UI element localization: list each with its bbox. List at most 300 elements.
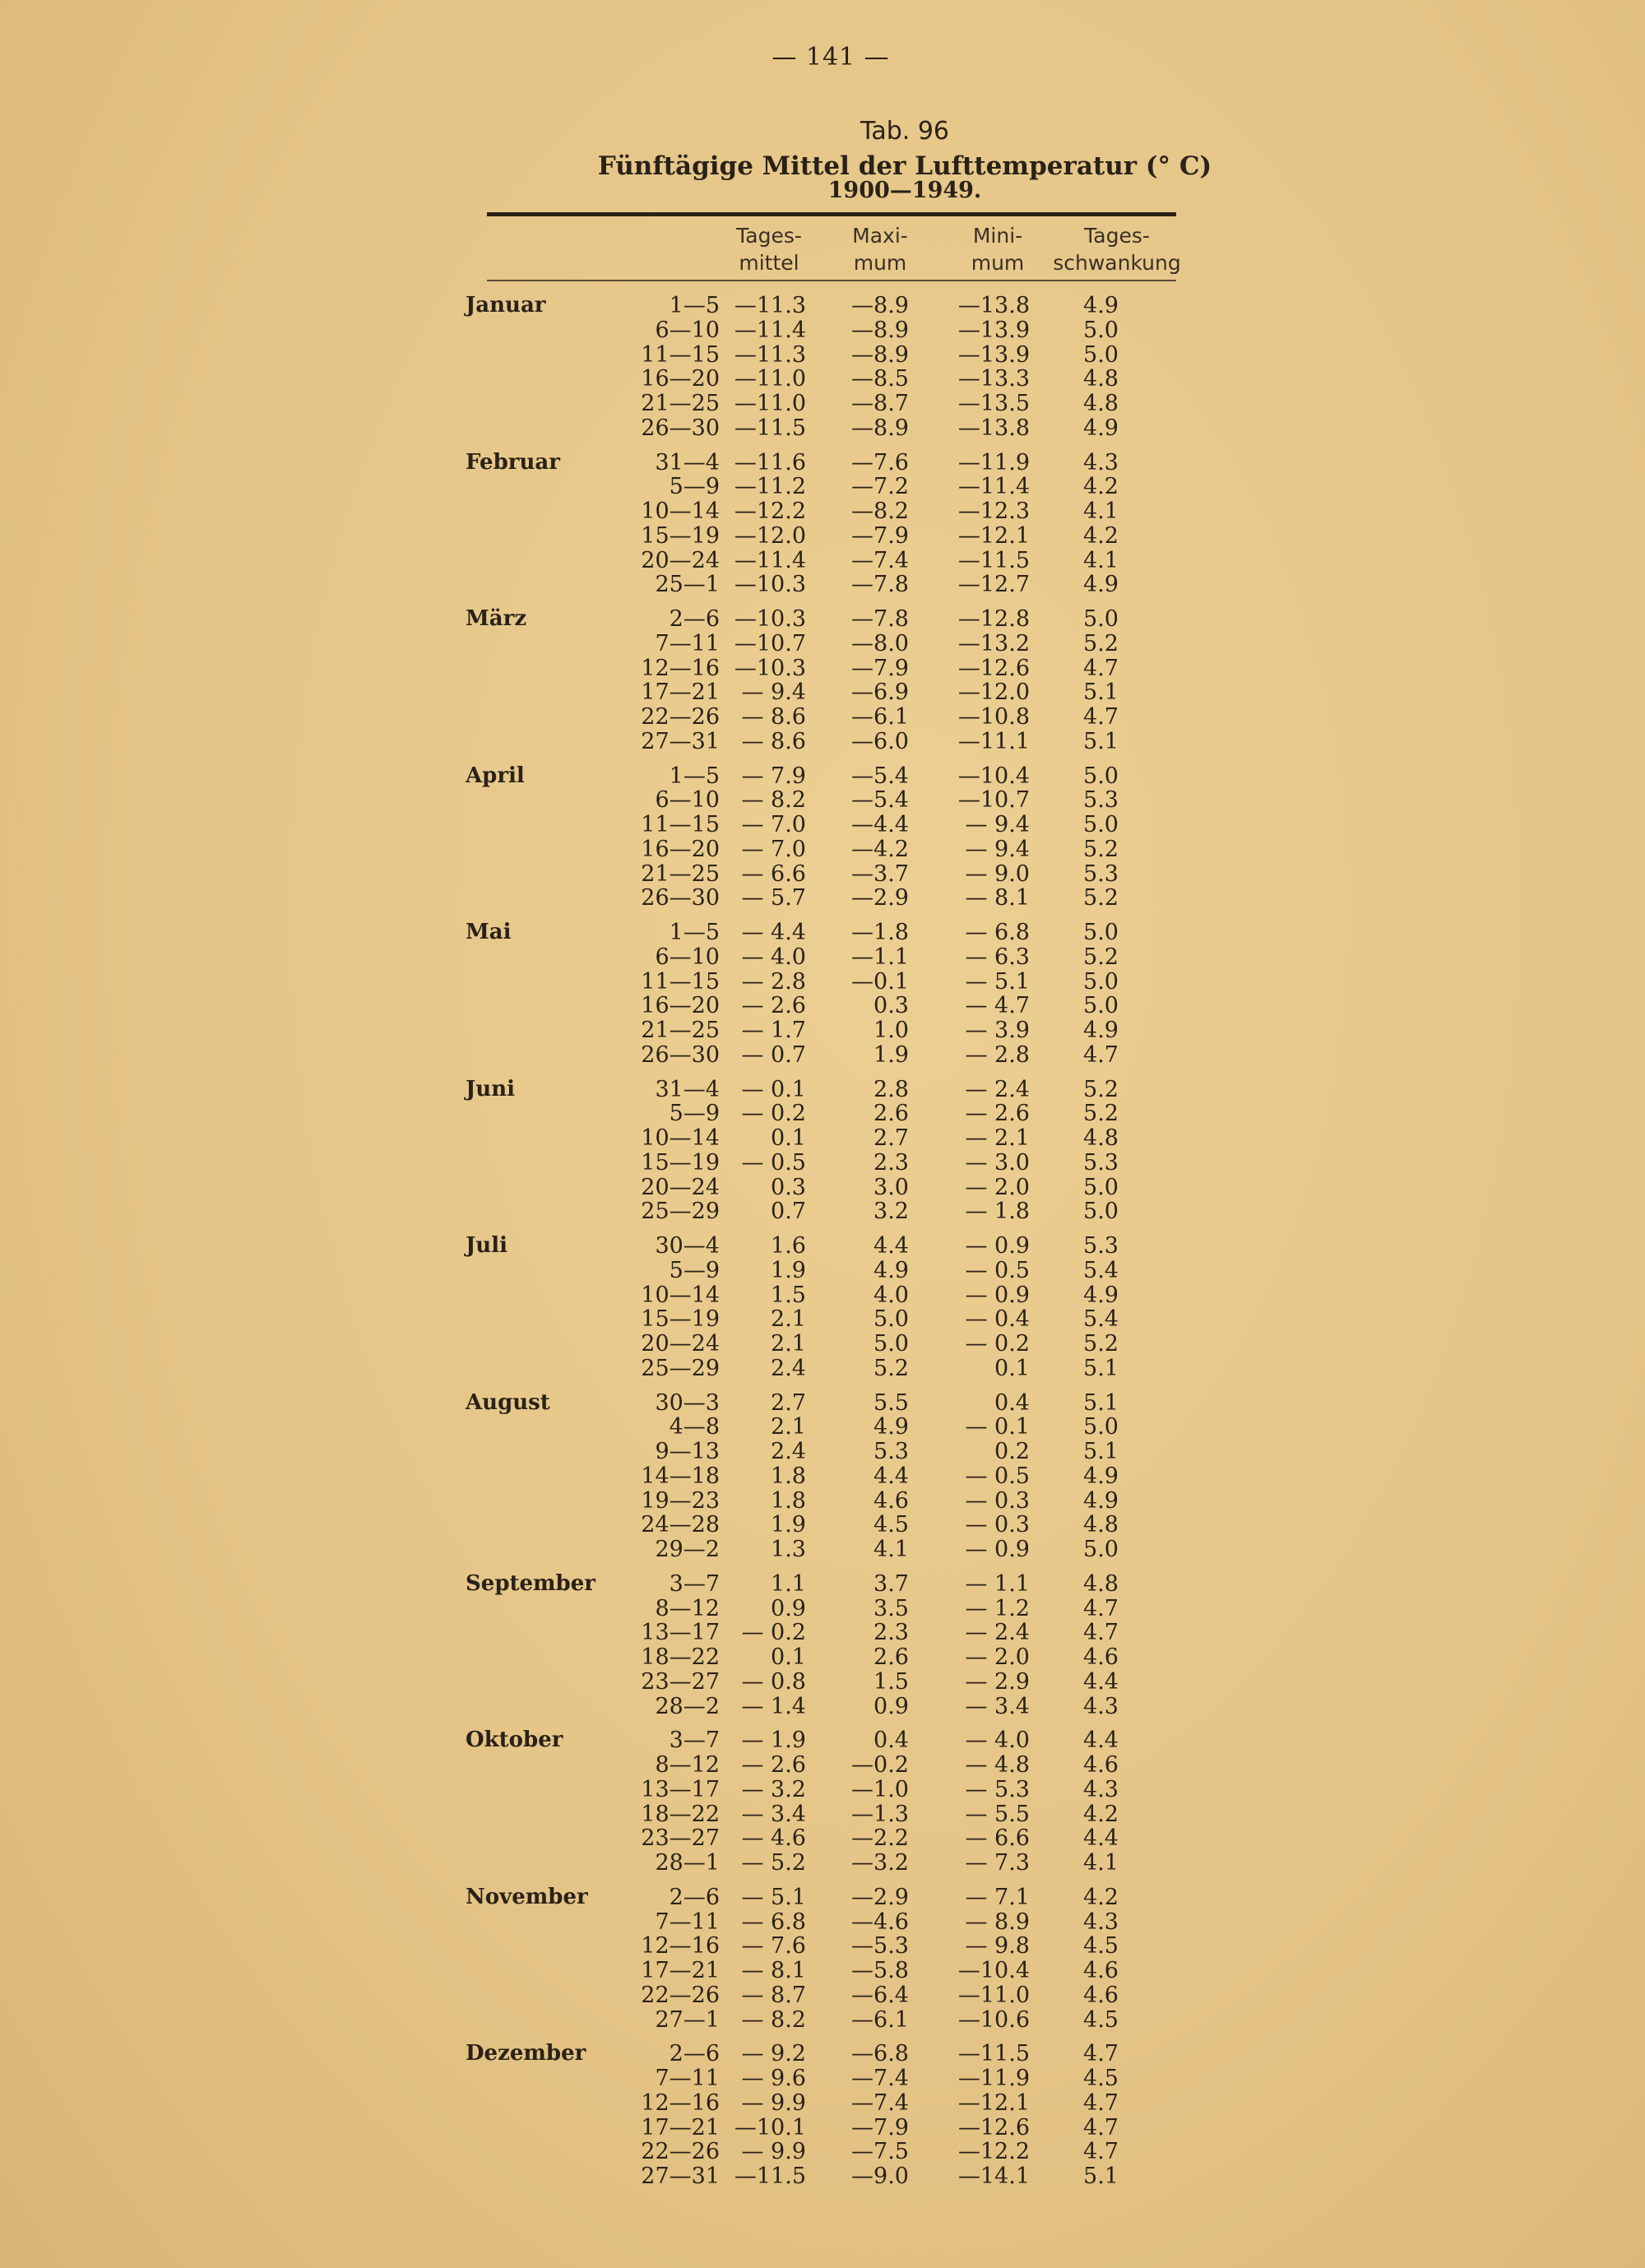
maximum-cell: 4.1 — [873, 1537, 909, 1562]
tagesschwankung-cell: 4.2 — [1083, 522, 1119, 549]
minimum-cell: —10.4 — [957, 1958, 1030, 1983]
minimum-cell: —11.1 — [957, 728, 1030, 754]
period-cell: 1—5 — [669, 293, 720, 318]
period-cell: 8—12 — [655, 1595, 720, 1621]
table-row — [0, 812, 1645, 837]
maximum-cell: 1.9 — [873, 1041, 909, 1068]
tagesschwankung-cell: 5.0 — [1083, 1537, 1119, 1562]
table-row — [0, 293, 1645, 318]
minimum-cell: — 1.1 — [965, 1570, 1030, 1597]
minimum-cell: — 6.6 — [965, 1825, 1030, 1852]
tagesschwankung-cell: 4.9 — [1083, 1463, 1119, 1489]
table-row — [0, 993, 1645, 1018]
header-line: schwankung — [1053, 251, 1181, 275]
minimum-cell: — 0.4 — [965, 1306, 1030, 1333]
tagesschwankung-cell: 4.6 — [1083, 1982, 1119, 2008]
maximum-cell: —4.6 — [851, 1909, 909, 1935]
tagesmittel-cell: —10.1 — [734, 2114, 806, 2140]
maximum-cell: 4.5 — [873, 1512, 909, 1538]
header-line: Mini- — [972, 224, 1023, 248]
period-cell: 22—26 — [641, 1982, 720, 2008]
maximum-cell: —8.9 — [851, 341, 909, 368]
period-cell: 31—4 — [655, 449, 720, 475]
tagesmittel-cell: — 0.2 — [741, 1620, 806, 1646]
period-cell: 6—10 — [655, 317, 720, 343]
tagesmittel-cell: — 8.6 — [741, 728, 806, 754]
month-label: März — [466, 606, 527, 631]
tagesschwankung-cell: 5.1 — [1083, 1439, 1119, 1464]
minimum-cell: 0.1 — [994, 1355, 1030, 1381]
period-cell: 6—10 — [655, 944, 720, 970]
maximum-cell: —8.7 — [851, 391, 909, 416]
tagesschwankung-cell: 4.6 — [1083, 1644, 1119, 1670]
maximum-cell: —6.8 — [851, 2041, 909, 2067]
period-cell: 10—14 — [641, 1282, 720, 1308]
maximum-cell: —7.9 — [851, 2114, 909, 2140]
maximum-cell: —6.1 — [851, 2006, 909, 2033]
maximum-cell: —8.9 — [851, 317, 909, 343]
table-label: Tab. 96 — [860, 117, 950, 146]
maximum-cell: 0.4 — [873, 1728, 909, 1754]
tagesmittel-cell: — 1.9 — [741, 1728, 806, 1754]
minimum-cell: — 6.8 — [965, 920, 1030, 945]
tagesmittel-cell: — 3.4 — [741, 1801, 806, 1827]
maximum-cell: 5.5 — [873, 1389, 909, 1416]
tagesschwankung-cell: 5.2 — [1083, 836, 1119, 862]
tagesschwankung-cell: 4.3 — [1083, 1776, 1119, 1802]
maximum-cell: —4.4 — [851, 812, 909, 837]
tagesmittel-cell: —10.3 — [734, 606, 806, 632]
tagesmittel-cell: —11.4 — [734, 317, 806, 343]
period-cell: 1—5 — [669, 763, 720, 789]
maximum-cell: —2.9 — [851, 1884, 909, 1910]
maximum-cell: 5.0 — [873, 1306, 909, 1333]
tagesmittel-cell: — 8.1 — [741, 1958, 806, 1983]
minimum-cell: —13.8 — [957, 293, 1030, 318]
tagesmittel-cell: —12.0 — [734, 522, 806, 549]
minimum-cell: —11.9 — [957, 2066, 1030, 2091]
minimum-cell: — 2.9 — [965, 1668, 1030, 1695]
maximum-cell: 0.9 — [873, 1693, 909, 1719]
minimum-cell: — 0.5 — [965, 1257, 1030, 1283]
tagesmittel-cell: — 9.4 — [741, 679, 806, 706]
period-cell: 25—1 — [655, 572, 720, 598]
tagesschwankung-cell: 4.7 — [1083, 1595, 1119, 1621]
table-row — [0, 920, 1645, 944]
period-cell: 7—11 — [655, 2066, 720, 2091]
tagesschwankung-cell: 4.4 — [1083, 1668, 1119, 1695]
table-row — [0, 1777, 1645, 1802]
period-cell: 17—21 — [641, 2114, 720, 2140]
period-cell: 17—21 — [641, 679, 720, 706]
tagesmittel-cell: 0.1 — [771, 1125, 806, 1151]
period-cell: 9—13 — [655, 1439, 720, 1464]
tagesmittel-cell: — 0.7 — [741, 1041, 806, 1068]
period-cell: 25—29 — [641, 1199, 720, 1225]
header-line: mittel — [739, 251, 799, 275]
maximum-cell: —2.9 — [851, 885, 909, 911]
tagesmittel-cell: — 6.8 — [741, 1909, 806, 1935]
period-cell: 13—17 — [641, 1620, 720, 1646]
minimum-cell: — 7.3 — [965, 1850, 1030, 1876]
tagesmittel-cell: 1.3 — [771, 1537, 806, 1562]
maximum-cell: —3.2 — [851, 1850, 909, 1876]
period-cell: 11—15 — [641, 341, 720, 368]
maximum-cell: —7.2 — [851, 474, 909, 500]
maximum-cell: —7.6 — [851, 449, 909, 475]
table-row — [0, 572, 1645, 596]
tagesmittel-cell: — 5.1 — [741, 1884, 806, 1910]
period-cell: 18—22 — [641, 1644, 720, 1670]
tagesschwankung-cell: 4.8 — [1083, 1125, 1119, 1151]
minimum-cell: —11.0 — [957, 1982, 1030, 2008]
period-cell: 23—27 — [641, 1668, 720, 1695]
minimum-cell: — 0.9 — [965, 1537, 1030, 1562]
minimum-cell: — 2.4 — [965, 1620, 1030, 1646]
month-label: Juni — [466, 1076, 515, 1102]
minimum-cell: —12.8 — [957, 606, 1030, 632]
period-cell: 1—5 — [669, 920, 720, 945]
tagesmittel-cell: — 8.7 — [741, 1982, 806, 2008]
maximum-cell: —8.0 — [851, 630, 909, 656]
minimum-cell: —10.8 — [957, 704, 1030, 730]
table-row — [0, 1018, 1645, 1042]
table-row — [0, 763, 1645, 788]
tagesschwankung-cell: 4.2 — [1083, 1884, 1119, 1910]
tagesschwankung-cell: 5.2 — [1083, 944, 1119, 970]
table-row — [0, 1909, 1645, 1934]
table-years: 1900—1949. — [827, 178, 982, 203]
tagesmittel-cell: 0.3 — [771, 1174, 806, 1200]
table-row — [0, 548, 1645, 573]
period-cell: 30—4 — [655, 1233, 720, 1259]
tagesschwankung-cell: 5.1 — [1083, 679, 1119, 706]
tagesmittel-cell: —11.4 — [734, 547, 806, 573]
month-label: Mai — [466, 920, 512, 944]
minimum-cell: — 1.8 — [965, 1199, 1030, 1225]
tagesschwankung-cell: 4.7 — [1083, 2089, 1119, 2116]
tagesschwankung-cell: 4.7 — [1083, 2041, 1119, 2067]
minimum-cell: —10.4 — [957, 763, 1030, 789]
tagesmittel-cell: 1.9 — [771, 1512, 806, 1538]
period-cell: 12—16 — [641, 655, 720, 681]
tagesmittel-cell: 0.7 — [771, 1199, 806, 1225]
tagesschwankung-cell: 4.1 — [1083, 499, 1119, 524]
table-row — [0, 631, 1645, 656]
tagesschwankung-cell: 5.3 — [1083, 1233, 1119, 1259]
maximum-cell: —9.0 — [851, 2164, 909, 2189]
period-cell: 26—30 — [641, 415, 720, 441]
period-cell: 27—31 — [641, 728, 720, 754]
maximum-cell: —7.5 — [851, 2139, 909, 2165]
table-row — [0, 1150, 1645, 1175]
month-label: Dezember — [466, 2041, 586, 2066]
table-row — [0, 1728, 1645, 1752]
table-row — [0, 1669, 1645, 1694]
table-row — [0, 1644, 1645, 1669]
maximum-cell: 3.0 — [873, 1174, 909, 1200]
table-row — [0, 1983, 1645, 2007]
tagesmittel-cell: —11.0 — [734, 366, 806, 392]
period-cell: 20—24 — [641, 1331, 720, 1357]
table-row — [0, 1390, 1645, 1415]
header-line: Tages- — [1084, 224, 1150, 248]
period-cell: 16—20 — [641, 836, 720, 862]
tagesschwankung-cell: 5.2 — [1083, 1101, 1119, 1127]
tagesmittel-cell: 2.7 — [771, 1389, 806, 1416]
period-cell: 24—28 — [641, 1512, 720, 1538]
minimum-cell: — 9.4 — [965, 836, 1030, 862]
minimum-cell: — 5.5 — [965, 1801, 1030, 1827]
table-row — [0, 1958, 1645, 1983]
table-row — [0, 1306, 1645, 1331]
tagesschwankung-cell: 4.3 — [1083, 1693, 1119, 1719]
period-cell: 21—25 — [641, 1018, 720, 1043]
table-row — [0, 1825, 1645, 1850]
table-row — [0, 1282, 1645, 1307]
maximum-cell: —8.2 — [851, 499, 909, 524]
tagesschwankung-cell: 4.8 — [1083, 1570, 1119, 1597]
tagesschwankung-cell: 5.1 — [1083, 2164, 1119, 2189]
period-cell: 2—6 — [669, 1884, 720, 1910]
period-cell: 2—6 — [669, 2041, 720, 2067]
maximum-cell: 3.5 — [873, 1595, 909, 1621]
period-cell: 31—4 — [655, 1076, 720, 1102]
tagesmittel-cell: — 8.2 — [741, 787, 806, 814]
minimum-cell: —13.9 — [957, 317, 1030, 343]
maximum-cell: —8.9 — [851, 415, 909, 441]
minimum-cell: — 4.0 — [965, 1728, 1030, 1754]
table-row — [0, 1101, 1645, 1125]
period-cell: 25—29 — [641, 1355, 720, 1381]
minimum-cell: — 4.7 — [965, 993, 1030, 1019]
tagesschwankung-cell: 4.7 — [1083, 1620, 1119, 1646]
tagesmittel-cell: 2.1 — [771, 1306, 806, 1333]
minimum-cell: —12.6 — [957, 655, 1030, 681]
maximum-cell: —7.4 — [851, 2066, 909, 2091]
table-row — [0, 679, 1645, 704]
table-row — [0, 1512, 1645, 1537]
header-maximum — [835, 222, 925, 276]
minimum-cell: — 4.8 — [965, 1752, 1030, 1778]
month-label: Februar — [466, 449, 560, 475]
table-row — [0, 1356, 1645, 1380]
period-cell: 4—8 — [669, 1414, 720, 1440]
maximum-cell: —8.9 — [851, 293, 909, 318]
tagesschwankung-cell: 5.1 — [1083, 1389, 1119, 1416]
minimum-cell: —13.8 — [957, 415, 1030, 441]
tagesschwankung-cell: 5.0 — [1083, 606, 1119, 632]
tagesschwankung-cell: 4.5 — [1083, 2066, 1119, 2091]
period-cell: 3—7 — [669, 1728, 720, 1754]
tagesmittel-cell: 0.9 — [771, 1595, 806, 1621]
minimum-cell: — 0.3 — [965, 1487, 1030, 1514]
table-row — [0, 499, 1645, 523]
tagesmittel-cell: — 8.6 — [741, 704, 806, 730]
minimum-cell: — 0.3 — [965, 1512, 1030, 1538]
tagesschwankung-cell: 4.1 — [1083, 547, 1119, 573]
period-cell: 5—9 — [669, 1257, 720, 1283]
table-row — [0, 1752, 1645, 1777]
period-cell: 21—25 — [641, 391, 720, 416]
tagesmittel-cell: —12.2 — [734, 499, 806, 524]
period-cell: 22—26 — [641, 704, 720, 730]
header-line: Tages- — [736, 224, 802, 248]
tagesmittel-cell: —11.0 — [734, 391, 806, 416]
minimum-cell: — 0.9 — [965, 1233, 1030, 1259]
tagesschwankung-cell: 5.4 — [1083, 1306, 1119, 1333]
month-label: Januar — [466, 293, 546, 318]
tagesmittel-cell: —10.3 — [734, 572, 806, 598]
tagesmittel-cell: 2.1 — [771, 1414, 806, 1440]
maximum-cell: —5.4 — [851, 787, 909, 814]
tagesschwankung-cell: 5.2 — [1083, 1076, 1119, 1102]
minimum-cell: — 9.0 — [965, 860, 1030, 887]
month-label: Juli — [466, 1233, 507, 1258]
table-row — [0, 1596, 1645, 1621]
table-row — [0, 837, 1645, 861]
table-row — [0, 391, 1645, 415]
minimum-cell: — 9.8 — [965, 1933, 1030, 1960]
period-cell: 27—1 — [655, 2006, 720, 2033]
maximum-cell: 2.6 — [873, 1101, 909, 1127]
table-row — [0, 1258, 1645, 1282]
table-row — [0, 1620, 1645, 1644]
period-cell: 19—23 — [641, 1487, 720, 1514]
tagesmittel-cell: 0.1 — [771, 1644, 806, 1670]
tagesschwankung-cell: 4.8 — [1083, 366, 1119, 392]
tagesmittel-cell: — 9.9 — [741, 2089, 806, 2116]
period-cell: 30—3 — [655, 1389, 720, 1416]
table-row — [0, 1694, 1645, 1718]
tagesmittel-cell: — 4.4 — [741, 920, 806, 945]
minimum-cell: —11.4 — [957, 474, 1030, 500]
tagesmittel-cell: — 5.7 — [741, 885, 806, 911]
minimum-cell: — 8.9 — [965, 1909, 1030, 1935]
period-cell: 29—2 — [655, 1537, 720, 1562]
tagesschwankung-cell: 4.4 — [1083, 1728, 1119, 1754]
minimum-cell: — 1.2 — [965, 1595, 1030, 1621]
tagesmittel-cell: —10.7 — [734, 630, 806, 656]
table-row — [0, 1488, 1645, 1513]
tagesmittel-cell: — 0.8 — [741, 1668, 806, 1695]
minimum-cell: —11.5 — [957, 547, 1030, 573]
minimum-cell: — 7.1 — [965, 1884, 1030, 1910]
maximum-cell: —1.3 — [851, 1801, 909, 1827]
period-cell: 5—9 — [669, 474, 720, 500]
tagesmittel-cell: 1.1 — [771, 1570, 806, 1597]
minimum-cell: —10.6 — [957, 2006, 1030, 2033]
period-cell: 15—19 — [641, 1149, 720, 1176]
period-cell: 10—14 — [641, 1125, 720, 1151]
maximum-cell: 0.3 — [873, 993, 909, 1019]
minimum-cell: — 0.9 — [965, 1282, 1030, 1308]
period-cell: 8—12 — [655, 1752, 720, 1778]
tagesschwankung-cell: 5.0 — [1083, 920, 1119, 945]
maximum-cell: —1.8 — [851, 920, 909, 945]
table-row — [0, 342, 1645, 367]
period-cell: 11—15 — [641, 812, 720, 837]
table-row — [0, 2007, 1645, 2032]
minimum-cell: —12.2 — [957, 2139, 1030, 2165]
minimum-cell: —13.9 — [957, 341, 1030, 368]
tagesschwankung-cell: 5.1 — [1083, 728, 1119, 754]
tagesmittel-cell: — 0.5 — [741, 1149, 806, 1176]
tagesschwankung-cell: 5.3 — [1083, 860, 1119, 887]
table-row — [0, 2066, 1645, 2090]
tagesmittel-cell: 2.1 — [771, 1331, 806, 1357]
tagesmittel-cell: — 2.8 — [741, 968, 806, 995]
tagesschwankung-cell: 5.0 — [1083, 1199, 1119, 1225]
maximum-cell: 4.4 — [873, 1463, 909, 1489]
tagesmittel-cell: 1.9 — [771, 1257, 806, 1283]
maximum-cell: 5.0 — [873, 1331, 909, 1357]
tagesmittel-cell: —11.5 — [734, 2164, 806, 2189]
top-rule — [487, 212, 1176, 216]
period-cell: 28—1 — [655, 1850, 720, 1876]
period-cell: 5—9 — [669, 1101, 720, 1127]
month-label: April — [466, 763, 525, 788]
table-row — [0, 1885, 1645, 1909]
tagesschwankung-cell: 5.0 — [1083, 993, 1119, 1019]
minimum-cell: —12.7 — [957, 572, 1030, 598]
tagesschwankung-cell: 4.3 — [1083, 1909, 1119, 1935]
period-cell: 3—7 — [669, 1570, 720, 1597]
period-cell: 2—6 — [669, 606, 720, 632]
minimum-cell: 0.4 — [994, 1389, 1030, 1416]
tagesmittel-cell: —11.3 — [734, 341, 806, 368]
period-cell: 20—24 — [641, 547, 720, 573]
tagesmittel-cell: — 2.6 — [741, 993, 806, 1019]
minimum-cell: —12.6 — [957, 2114, 1030, 2140]
tagesmittel-cell: — 9.6 — [741, 2066, 806, 2091]
tagesschwankung-cell: 4.5 — [1083, 1933, 1119, 1960]
tagesschwankung-cell: 5.0 — [1083, 317, 1119, 343]
maximum-cell: —7.9 — [851, 522, 909, 549]
maximum-cell: —6.1 — [851, 704, 909, 730]
minimum-cell: — 2.8 — [965, 1041, 1030, 1068]
header-tagesschwankung — [1051, 222, 1183, 276]
maximum-cell: 1.0 — [873, 1018, 909, 1043]
maximum-cell: —7.8 — [851, 572, 909, 598]
header-minimum — [952, 222, 1043, 276]
maximum-cell: 4.9 — [873, 1257, 909, 1283]
table-row — [0, 944, 1645, 969]
table-row — [0, 1042, 1645, 1067]
period-cell: 12—16 — [641, 1933, 720, 1960]
tagesschwankung-cell: 5.1 — [1083, 1355, 1119, 1381]
table-row — [0, 2164, 1645, 2188]
header-line: mum — [971, 251, 1025, 275]
period-cell: 12—16 — [641, 2089, 720, 2116]
maximum-cell: —2.2 — [851, 1825, 909, 1852]
header-line: mum — [853, 251, 907, 275]
table-row — [0, 656, 1645, 680]
maximum-cell: —6.9 — [851, 679, 909, 706]
table-row — [0, 1802, 1645, 1826]
minimum-cell: —12.3 — [957, 499, 1030, 524]
maximum-cell: 5.3 — [873, 1439, 909, 1464]
table-row — [0, 318, 1645, 342]
maximum-cell: 2.3 — [873, 1620, 909, 1646]
tagesmittel-cell: —10.3 — [734, 655, 806, 681]
tagesmittel-cell: — 5.2 — [741, 1850, 806, 1876]
minimum-cell: — 5.1 — [965, 968, 1030, 995]
tagesmittel-cell: — 2.6 — [741, 1752, 806, 1778]
table-row — [0, 2115, 1645, 2140]
tagesschwankung-cell: 4.6 — [1083, 1752, 1119, 1778]
maximum-cell: —6.0 — [851, 728, 909, 754]
